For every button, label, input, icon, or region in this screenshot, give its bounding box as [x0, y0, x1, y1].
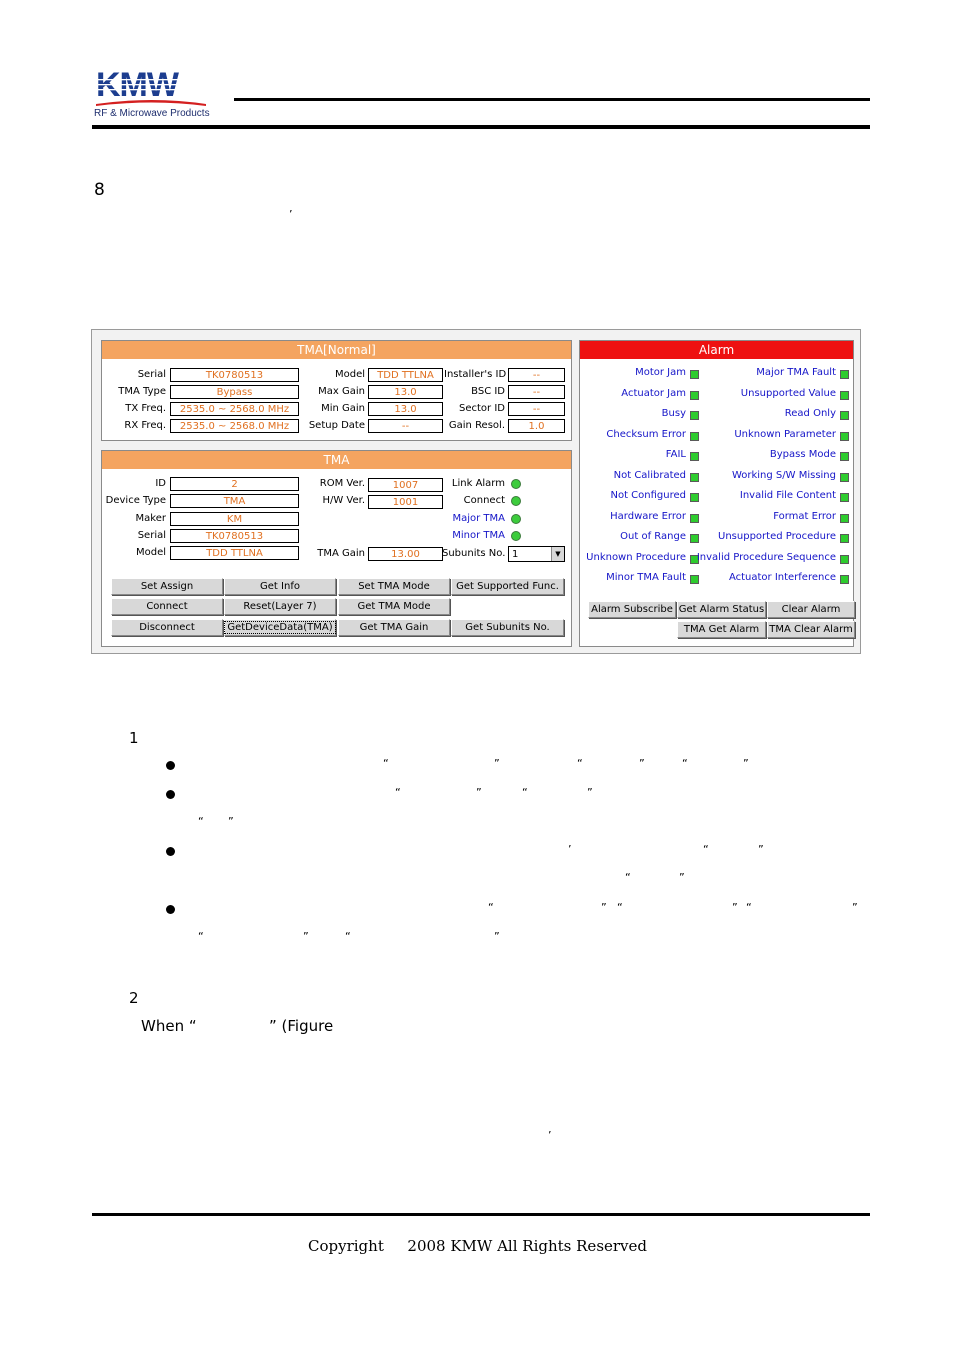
tma-status-panel: [101, 340, 572, 441]
alarm-unsupported-procedure: Unsupported Procedure: [718, 531, 836, 542]
sector-id-label: Sector ID: [459, 403, 505, 414]
get-info-button[interactable]: Get Info: [224, 578, 336, 595]
rx-freq-label: RX Freq.: [124, 420, 166, 431]
logo-subtitle: RF & Microwave Products: [94, 108, 210, 119]
quote-mark: ”: [494, 930, 500, 943]
link-alarm-label: Link Alarm: [451, 478, 505, 489]
alarm-led-icon: [690, 370, 699, 379]
alarm-led-icon: [840, 370, 849, 379]
min-gain-value: 13.0: [368, 402, 443, 416]
tma-serial-label: Serial: [137, 530, 166, 541]
reset-layer7-button[interactable]: Reset(Layer 7): [224, 598, 336, 615]
footer-rule: [92, 1213, 870, 1216]
bullet-icon: [166, 790, 175, 799]
serial-label: Serial: [137, 369, 166, 380]
alarm-led-icon: [840, 575, 849, 584]
get-device-data-label: GetDeviceData(TMA): [227, 622, 333, 633]
quote-mark: ”: [743, 757, 749, 770]
quote-mark: ”: [639, 757, 645, 770]
serial-value: TK0780513: [170, 368, 299, 382]
rx-freq-value: 2535.0 ~ 2568.0 MHz: [170, 419, 299, 433]
get-device-data-button[interactable]: [224, 619, 336, 636]
set-tma-mode-button[interactable]: Set TMA Mode: [338, 578, 450, 595]
tma-status-title: TMA[Normal]: [102, 341, 571, 359]
alarm-led-icon: [840, 452, 849, 461]
quote-mark: ”: [758, 843, 764, 856]
alarm-not-configured: Not Configured: [610, 490, 686, 501]
rom-ver-label: ROM Ver.: [319, 478, 365, 489]
alarm-unsupported-value: Unsupported Value: [740, 388, 836, 399]
gain-resol-label: Gain Resol.: [448, 420, 505, 431]
tx-freq-value: 2535.0 ~ 2568.0 MHz: [170, 402, 299, 416]
quote-mark: “: [198, 815, 204, 828]
get-alarm-status-button[interactable]: Get Alarm Status: [677, 601, 766, 618]
connect-led-icon: [511, 496, 521, 506]
item2-text-start: When “: [141, 1017, 197, 1035]
alarm-actuator-interference: Actuator Interference: [728, 572, 836, 583]
bullet-icon: [166, 905, 175, 914]
alarm-unknown-parameter: Unknown Parameter: [734, 429, 836, 440]
alarm-working-sw-missing: Working S/W Missing: [731, 470, 836, 481]
alarm-invalid-file-content: Invalid File Content: [739, 490, 836, 501]
tma-type-value: Bypass: [170, 385, 299, 399]
gain-resol-value: 1.0: [508, 419, 565, 433]
quote-mark: “: [577, 757, 583, 770]
id-value: 2: [170, 477, 299, 491]
setup-date-label: Setup Date: [308, 420, 365, 431]
installer-id-value: --: [508, 368, 565, 382]
quote-mark: ”: [494, 757, 500, 770]
quote-mark: “: [488, 901, 494, 914]
alarm-led-icon: [690, 514, 699, 523]
min-gain-label: Min Gain: [321, 403, 365, 414]
minor-tma-label: Minor TMA: [452, 530, 505, 541]
set-assign-button[interactable]: Set Assign: [111, 578, 223, 595]
alarm-led-icon: [840, 514, 849, 523]
max-gain-value: 13.0: [368, 385, 443, 399]
alarm-led-icon: [840, 391, 849, 400]
copyright-word: Copyright: [308, 1237, 384, 1255]
alarm-format-error: Format Error: [773, 511, 836, 522]
quote-mark: ”: [679, 871, 685, 884]
copyright-text: 2008 KMW All Rights Reserved: [407, 1237, 648, 1255]
rom-ver-value: 1007: [368, 478, 443, 492]
item2-text-end: ” (Figure: [269, 1017, 334, 1035]
quote-mark: ”: [601, 901, 607, 914]
alarm-led-icon: [840, 432, 849, 441]
alarm-led-icon: [690, 575, 699, 584]
disconnect-button[interactable]: Disconnect: [111, 619, 223, 636]
quote-mark: “: [345, 930, 351, 943]
alarm-actuator-jam: Actuator Jam: [621, 388, 686, 399]
alarm-bypass-mode: Bypass Mode: [769, 449, 836, 460]
tma-type-label: TMA Type: [118, 386, 166, 397]
alarm-invalid-procedure-sequence: Invalid Procedure Sequence: [696, 552, 836, 563]
apostrophe: ’: [289, 208, 293, 221]
maker-label: Maker: [135, 513, 166, 524]
alarm-major-tma-fault: Major TMA Fault: [756, 367, 836, 378]
alarm-motor-jam: Motor Jam: [635, 367, 686, 378]
tma-panel: [101, 450, 572, 647]
bsc-id-label: BSC ID: [471, 386, 505, 397]
alarm-led-icon: [840, 473, 849, 482]
quote-mark: “: [395, 786, 401, 799]
quote-mark: “: [383, 757, 389, 770]
quote-mark: “: [703, 843, 709, 856]
device-type-value: TMA: [170, 494, 299, 508]
hw-ver-value: 1001: [368, 495, 443, 509]
alarm-fail: FAIL: [665, 449, 686, 460]
id-label: ID: [155, 478, 166, 489]
subunits-label: Subunits No.: [442, 548, 506, 559]
copyright-notice: [308, 1237, 647, 1255]
tma-gain-value: 13.00: [368, 547, 443, 561]
connect-button[interactable]: Connect: [111, 598, 223, 615]
clear-alarm-button[interactable]: Clear Alarm: [767, 601, 855, 618]
alarm-led-icon: [840, 555, 849, 564]
bullet-icon: [166, 761, 175, 770]
alarm-led-icon: [690, 391, 699, 400]
alarm-led-icon: [840, 493, 849, 502]
alarm-title: Alarm: [580, 341, 853, 359]
installer-id-label: Installer's ID: [444, 369, 507, 380]
link-alarm-led-icon: [511, 479, 521, 489]
alarm-hardware-error: Hardware Error: [610, 511, 686, 522]
sector-id-value: --: [508, 402, 565, 416]
quote-mark: ”: [587, 786, 593, 799]
item-number-1: 1: [129, 729, 139, 747]
model-label: Model: [334, 369, 365, 380]
chevron-down-icon[interactable]: ▼: [551, 547, 564, 561]
hw-ver-label: H/W Ver.: [322, 495, 365, 506]
major-tma-label: Major TMA: [452, 513, 505, 524]
quote-mark: “: [522, 786, 528, 799]
minor-tma-led-icon: [511, 531, 521, 541]
alarm-led-icon: [840, 534, 849, 543]
get-tma-mode-button[interactable]: Get TMA Mode: [338, 598, 450, 615]
quote-mark: “: [625, 871, 631, 884]
alarm-busy: Busy: [661, 408, 686, 419]
alarm-minor-tma-fault: Minor TMA Fault: [606, 572, 686, 583]
alarm-panel: [579, 340, 854, 647]
get-tma-gain-button[interactable]: Get TMA Gain: [338, 619, 450, 636]
max-gain-label: Max Gain: [318, 386, 365, 397]
bsc-id-value: --: [508, 385, 565, 399]
alarm-unknown-procedure: Unknown Procedure: [586, 552, 686, 563]
apostrophe: ’: [568, 843, 572, 856]
alarm-led-icon: [690, 452, 699, 461]
connect-label: Connect: [463, 495, 505, 506]
alarm-out-of-range: Out of Range: [620, 531, 686, 542]
alarm-led-icon: [690, 432, 699, 441]
bullet-icon: [166, 847, 175, 856]
quote-mark: ”: [228, 815, 234, 828]
alarm-led-icon: [690, 473, 699, 482]
tma-title: TMA: [102, 451, 571, 469]
major-tma-led-icon: [511, 514, 521, 524]
section-number: 8: [94, 180, 105, 200]
tma-serial-value: TK0780513: [170, 529, 299, 543]
tma-clear-alarm-button[interactable]: TMA Clear Alarm: [767, 621, 855, 638]
setup-date-value: --: [368, 419, 443, 433]
quote-mark: “: [198, 930, 204, 943]
alarm-not-calibrated: Not Calibrated: [613, 470, 686, 481]
quote-mark: ”: [476, 786, 482, 799]
maker-value: KM: [170, 512, 299, 526]
apostrophe: ’: [548, 1129, 552, 1142]
tx-freq-label: TX Freq.: [125, 403, 166, 414]
quote-mark: “: [682, 757, 688, 770]
tma-gain-label: TMA Gain: [317, 548, 365, 559]
header-rule-thick: [92, 125, 870, 129]
subunits-value: 1: [512, 549, 519, 560]
get-subunits-no-button[interactable]: Get Subunits No.: [451, 619, 564, 636]
quote-mark: ”: [732, 901, 738, 914]
quote-mark: “: [617, 901, 623, 914]
alarm-subscribe-button[interactable]: Alarm Subscribe: [588, 601, 676, 618]
quote-mark: ”: [303, 930, 309, 943]
alarm-led-icon: [690, 534, 699, 543]
device-type-label: Device Type: [105, 495, 166, 506]
alarm-led-icon: [690, 493, 699, 502]
tma-model-label: Model: [135, 547, 166, 558]
quote-mark: ”: [852, 901, 858, 914]
alarm-read-only: Read Only: [784, 408, 836, 419]
tma-control-screenshot: [91, 329, 861, 654]
quote-mark: “: [746, 901, 752, 914]
tma-get-alarm-button[interactable]: TMA Get Alarm: [677, 621, 766, 638]
get-supported-func-button[interactable]: Get Supported Func.: [451, 578, 564, 595]
header-rule: [234, 98, 870, 101]
alarm-checksum-error: Checksum Error: [606, 429, 686, 440]
item-number-2: 2: [129, 989, 139, 1007]
alarm-led-icon: [840, 411, 849, 420]
alarm-led-icon: [690, 411, 699, 420]
subunits-select[interactable]: [508, 546, 565, 562]
tma-model-value: TDD TTLNA: [170, 546, 299, 560]
model-value: TDD TTLNA: [368, 368, 443, 382]
